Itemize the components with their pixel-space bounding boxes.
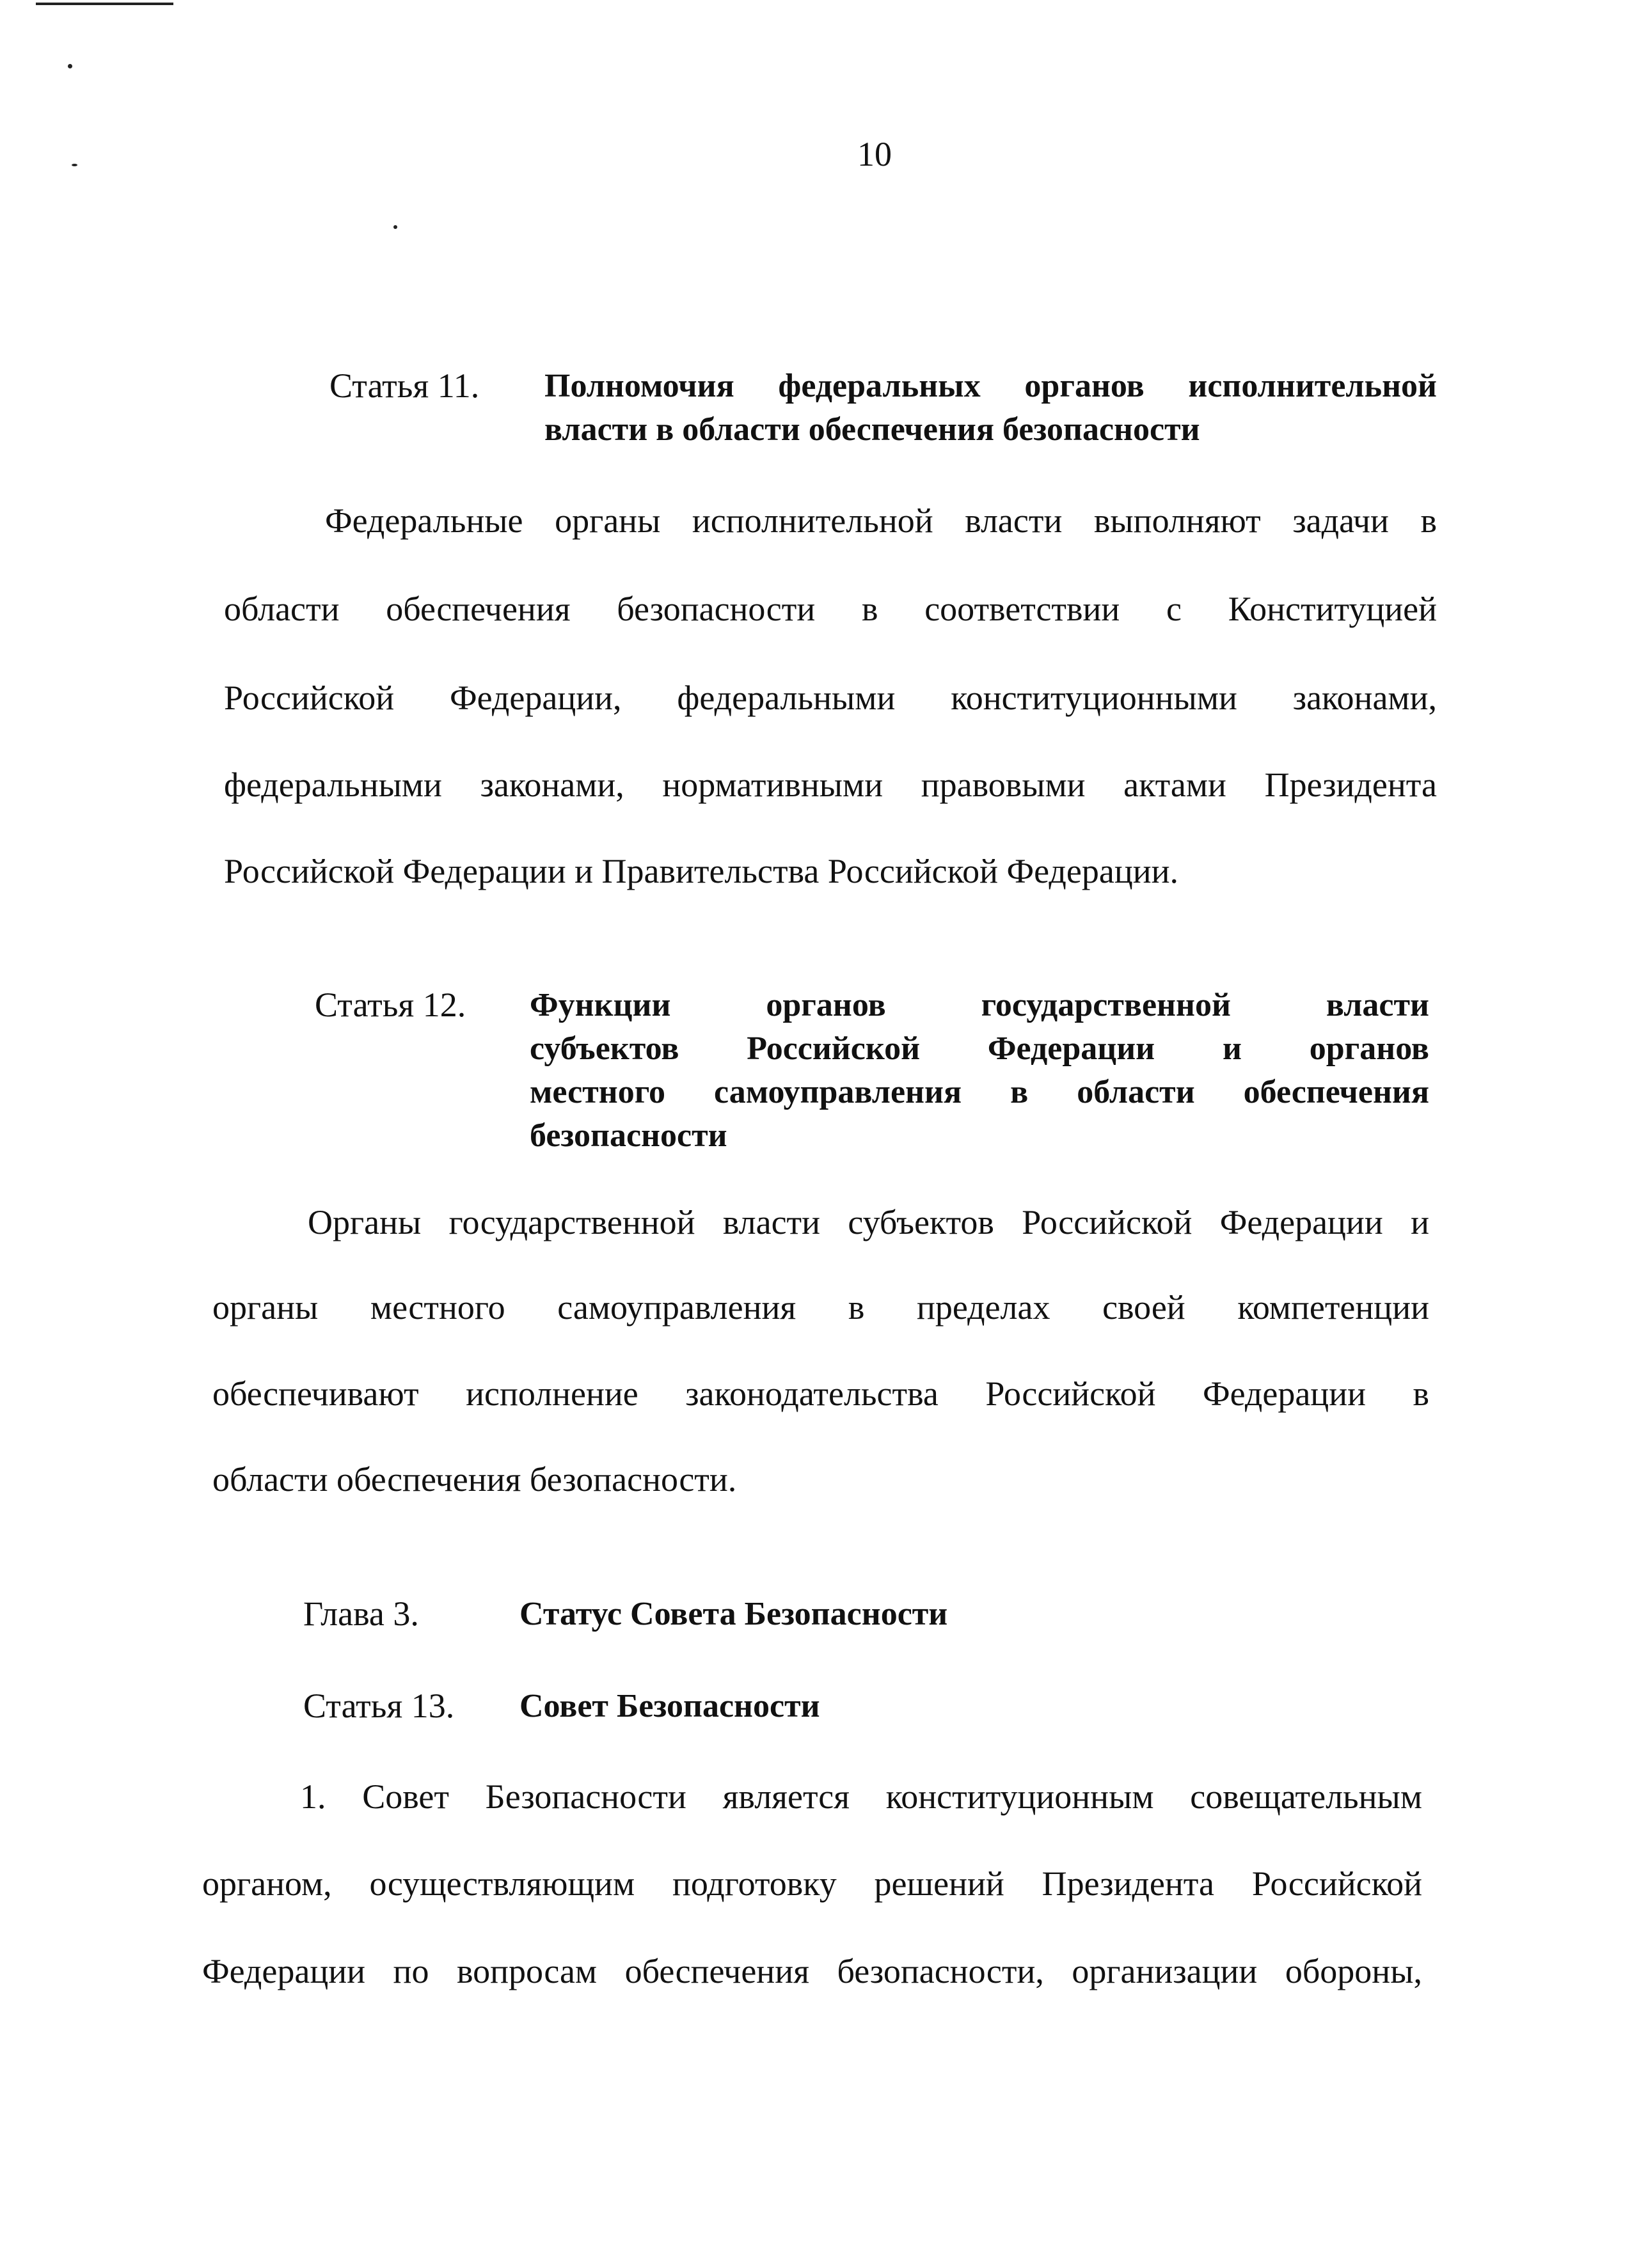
title-line: Функции органов государственной власти bbox=[530, 987, 1429, 1023]
paragraph-line: федеральными законами, нормативными правовыми актами Президента bbox=[224, 766, 1437, 804]
page-number: 10 bbox=[857, 135, 892, 173]
scan-speck bbox=[68, 64, 72, 68]
scan-speck bbox=[393, 225, 397, 229]
title-line: безопасности bbox=[530, 1117, 727, 1154]
title-line: субъектов Российской Федерации и органов bbox=[530, 1030, 1429, 1067]
title-line: Полномочия федеральных органов исполнительной bbox=[544, 368, 1437, 404]
paragraph-line: органом, осуществляющим подготовку решений Президента Российской bbox=[202, 1864, 1422, 1903]
paragraph-line: Органы государственной власти субъектов Российской Федерации и bbox=[308, 1203, 1429, 1241]
paragraph-line: Российской Федерации, федеральными конституционными законами, bbox=[224, 679, 1437, 717]
scan-speck bbox=[72, 164, 77, 166]
paragraph-line: обеспечивают исполнение законодательства Российской Федерации в bbox=[212, 1374, 1429, 1413]
chapter-3-label: Глава 3. bbox=[303, 1595, 419, 1633]
title-line: власти в области обеспечения безопасности bbox=[544, 411, 1200, 448]
paragraph-line: Федеральные органы исполнительной власти выполняют задачи в bbox=[325, 501, 1437, 540]
paragraph-line: Российской Федерации и Правительства Российской Федерации. bbox=[224, 852, 1179, 890]
article-13-title: Совет Безопасности bbox=[519, 1688, 820, 1724]
article-12-label: Статья 12. bbox=[315, 986, 466, 1024]
paragraph-line: области обеспечения безопасности. bbox=[212, 1460, 737, 1499]
title-line: местного самоуправления в области обеспечения bbox=[530, 1074, 1429, 1110]
paragraph-line: 1. Совет Безопасности является конституционным совещательным bbox=[300, 1777, 1422, 1816]
article-12-title bbox=[530, 984, 1429, 1158]
article-11-label: Статья 11. bbox=[329, 366, 480, 405]
article-11-title bbox=[544, 365, 1437, 452]
article-13-label: Статья 13. bbox=[303, 1687, 455, 1725]
paragraph-line: Федерации по вопросам обеспечения безопасности, организации обороны, bbox=[202, 1952, 1422, 1990]
paragraph-line: области обеспечения безопасности в соответствии с Конституцией bbox=[224, 590, 1437, 628]
chapter-3-title: Статус Совета Безопасности bbox=[519, 1596, 948, 1632]
scan-edge-line bbox=[36, 3, 173, 5]
paragraph-line: органы местного самоуправления в пределах своей компетенции bbox=[212, 1288, 1429, 1327]
